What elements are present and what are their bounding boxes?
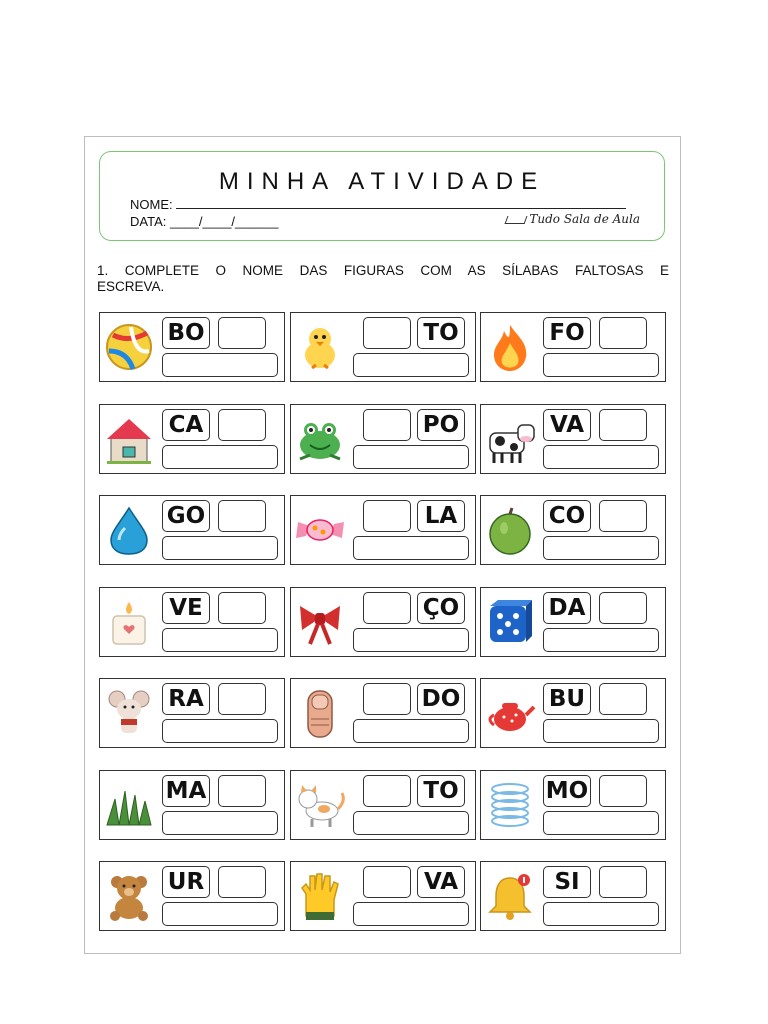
glove-icon <box>294 870 346 922</box>
dice-icon <box>484 596 536 648</box>
water-drop-icon <box>103 504 155 556</box>
exercise-card <box>99 678 285 748</box>
missing-syllable-box[interactable] <box>599 683 647 715</box>
missing-syllable-box[interactable] <box>599 775 647 807</box>
missing-syllable-box[interactable] <box>599 866 647 898</box>
answer-field[interactable] <box>162 536 278 560</box>
missing-syllable-box[interactable] <box>218 500 266 532</box>
missing-syllable-box[interactable] <box>599 317 647 349</box>
missing-syllable-box[interactable] <box>599 500 647 532</box>
cow-icon <box>484 413 536 465</box>
answer-field[interactable] <box>162 445 278 469</box>
exercise-card <box>480 678 666 748</box>
name-field[interactable] <box>176 197 626 209</box>
answer-field[interactable] <box>353 719 469 743</box>
house-icon <box>103 413 155 465</box>
name-row <box>130 197 626 212</box>
answer-field[interactable] <box>353 353 469 377</box>
missing-syllable-box[interactable] <box>363 500 411 532</box>
missing-syllable-box[interactable] <box>218 592 266 624</box>
syllable-box: SI <box>543 866 591 898</box>
answer-field[interactable] <box>162 719 278 743</box>
answer-field[interactable] <box>543 902 659 926</box>
bow-icon <box>294 596 346 648</box>
exercise-card <box>480 312 666 382</box>
exercise-card <box>290 861 476 931</box>
syllable-box: DO <box>417 683 465 715</box>
header-box <box>99 151 665 241</box>
answer-field[interactable] <box>543 811 659 835</box>
exercise-card <box>290 495 476 565</box>
syllable-box: FO <box>543 317 591 349</box>
exercise-card <box>99 770 285 840</box>
date-label: DATA: <box>130 214 167 229</box>
missing-syllable-box[interactable] <box>363 775 411 807</box>
exercise-card <box>480 495 666 565</box>
date-row <box>130 214 278 229</box>
chick-icon <box>294 321 346 373</box>
missing-syllable-box[interactable] <box>218 775 266 807</box>
exercise-card <box>99 404 285 474</box>
exercise-card <box>480 770 666 840</box>
missing-syllable-box[interactable] <box>218 866 266 898</box>
answer-field[interactable] <box>353 445 469 469</box>
answer-field[interactable] <box>543 353 659 377</box>
fire-icon <box>484 321 536 373</box>
frog-icon <box>294 413 346 465</box>
exercise-card <box>290 678 476 748</box>
exercise-card <box>99 495 285 565</box>
answer-field[interactable] <box>543 536 659 560</box>
cat-icon <box>294 779 346 831</box>
exercise-card <box>99 861 285 931</box>
exercise-card <box>480 404 666 474</box>
spring-icon <box>484 779 536 831</box>
exercise-card <box>290 770 476 840</box>
syllable-box: BU <box>543 683 591 715</box>
grass-icon <box>103 779 155 831</box>
missing-syllable-box[interactable] <box>363 866 411 898</box>
missing-syllable-box[interactable] <box>363 592 411 624</box>
answer-field[interactable] <box>162 628 278 652</box>
coconut-icon <box>484 504 536 556</box>
missing-syllable-box[interactable] <box>363 317 411 349</box>
syllable-box: CA <box>162 409 210 441</box>
teddy-bear-icon <box>103 870 155 922</box>
syllable-box: TO <box>417 775 465 807</box>
missing-syllable-box[interactable] <box>363 409 411 441</box>
exercise-card <box>290 312 476 382</box>
worksheet <box>84 136 681 954</box>
missing-syllable-box[interactable] <box>218 317 266 349</box>
syllable-box: VA <box>417 866 465 898</box>
mouse-icon <box>103 687 155 739</box>
syllable-box: CO <box>543 500 591 532</box>
missing-syllable-box[interactable] <box>599 592 647 624</box>
syllable-box: MO <box>543 775 591 807</box>
syllable-box: RA <box>162 683 210 715</box>
signature-logo <box>506 212 640 226</box>
exercise-card <box>480 587 666 657</box>
bell-icon <box>484 870 536 922</box>
page-title: MINHA ATIVIDADE <box>218 168 546 195</box>
syllable-box: GO <box>162 500 210 532</box>
candle-icon <box>103 596 155 648</box>
answer-field[interactable] <box>162 811 278 835</box>
instruction-line-1: 1. COMPLETE O NOME DAS FIGURAS COM AS SÍLABAS FALTOSAS E <box>97 263 669 278</box>
missing-syllable-box[interactable] <box>218 683 266 715</box>
answer-field[interactable] <box>162 902 278 926</box>
exercise-card <box>99 312 285 382</box>
answer-field[interactable] <box>543 719 659 743</box>
signature-text: Tudo Sala de Aula <box>529 212 640 226</box>
exercise-card <box>290 404 476 474</box>
syllable-box: PO <box>417 409 465 441</box>
candy-icon <box>294 504 346 556</box>
missing-syllable-box[interactable] <box>218 409 266 441</box>
exercise-card <box>99 587 285 657</box>
exercise-card <box>480 861 666 931</box>
date-field[interactable]: ____/____/______ <box>169 214 279 229</box>
teapot-icon <box>484 687 536 739</box>
missing-syllable-box[interactable] <box>363 683 411 715</box>
volleyball-icon <box>103 321 155 373</box>
finger-icon <box>294 687 346 739</box>
answer-field[interactable] <box>162 353 278 377</box>
answer-field[interactable] <box>543 628 659 652</box>
syllable-box: ÇO <box>417 592 465 624</box>
syllable-box: VE <box>162 592 210 624</box>
answer-field[interactable] <box>543 445 659 469</box>
answer-field[interactable] <box>353 902 469 926</box>
syllable-box: VA <box>543 409 591 441</box>
name-label: NOME: <box>130 197 173 212</box>
syllable-box: DA <box>543 592 591 624</box>
syllable-box: LA <box>417 500 465 532</box>
answer-field[interactable] <box>353 811 469 835</box>
exercise-card <box>290 587 476 657</box>
book-icon <box>505 216 528 224</box>
instruction-line-2: ESCREVA. <box>97 279 165 294</box>
missing-syllable-box[interactable] <box>599 409 647 441</box>
syllable-box: BO <box>162 317 210 349</box>
syllable-box: TO <box>417 317 465 349</box>
answer-field[interactable] <box>353 628 469 652</box>
syllable-box: UR <box>162 866 210 898</box>
syllable-box: MA <box>162 775 210 807</box>
answer-field[interactable] <box>353 536 469 560</box>
